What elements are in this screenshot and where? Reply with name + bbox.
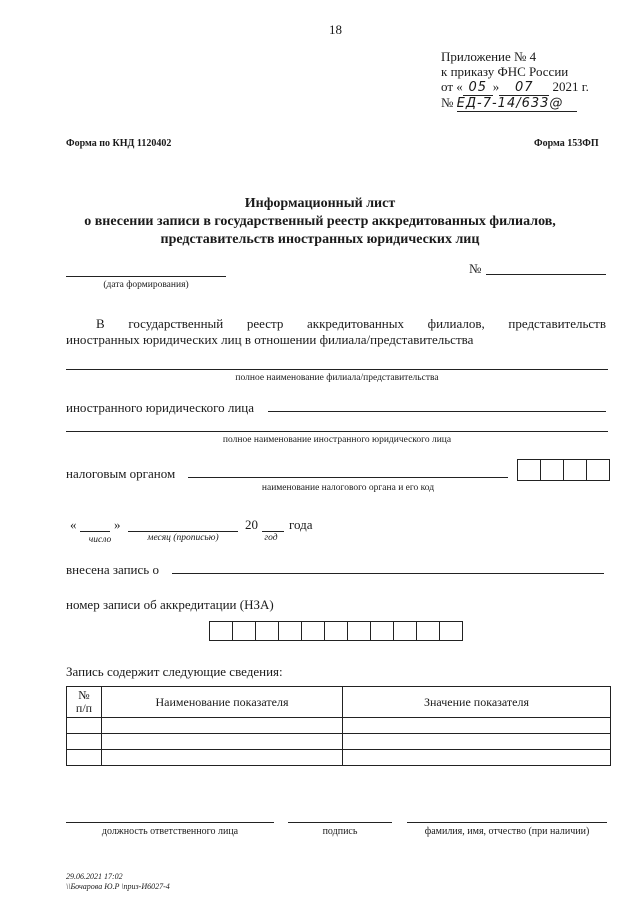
table-row[interactable] (67, 734, 611, 750)
branch-name-caption: полное наименование филиала/представительства (235, 373, 439, 383)
signature-line[interactable] (288, 822, 392, 823)
entry-made-line[interactable] (172, 573, 604, 574)
date-formed-caption: (дата формирования) (103, 280, 189, 290)
indicators-table (66, 686, 611, 766)
full-name-caption: фамилия, имя, отчество (при наличии) (424, 826, 590, 837)
table-header-row (67, 687, 611, 718)
foreign-name-caption: полное наименование иностранного юридического лица (222, 435, 452, 445)
appendix-day: 05 (463, 80, 493, 96)
foreign-name-line[interactable] (66, 431, 608, 432)
date-year-caption: год (264, 533, 278, 543)
document-number-line[interactable] (486, 274, 606, 275)
document-title: Информационный лист о внесении записи в государственный реестр аккредитованных филиалов, представительств иностранных юридических лиц (84, 196, 556, 247)
date-year-word: года (289, 517, 313, 532)
footer-file: \\Бочарова Ю.Р \приз-И6027-4 (66, 882, 170, 891)
date-month-caption: месяц (прописью) (147, 533, 219, 543)
date-formed-line[interactable] (66, 276, 226, 277)
date-year-line[interactable] (262, 531, 284, 532)
date-year-prefix: 20 (245, 517, 258, 532)
intro-line2: иностранных юридических лиц в отношении филиала/представительства (66, 332, 474, 347)
form-code: Форма 153ФП (534, 138, 599, 149)
entry-made-label: внесена запись о (66, 562, 159, 577)
appendix-title: Приложение № 4 (441, 49, 537, 64)
record-contains-label: Запись содержит следующие сведения: (66, 664, 283, 679)
col-number-header: № п/п (67, 687, 102, 718)
date-open-quote: « (70, 517, 77, 532)
appendix-month: 07 (499, 80, 549, 96)
foreign-entity-line[interactable] (268, 411, 606, 412)
intro-line1: В государственный реестр аккредитованных филиалов, представительств (96, 316, 606, 331)
form-knd: Форма по КНД 1120402 (66, 138, 172, 149)
footer-timestamp: 29.06.2021 17:02 (66, 872, 123, 881)
table-row[interactable] (67, 750, 611, 766)
date-day-line[interactable] (80, 531, 110, 532)
position-line[interactable] (66, 822, 274, 823)
position-caption: должность ответственного лица (101, 826, 239, 837)
tax-code-cells[interactable] (517, 459, 610, 481)
col-indicator-header: Наименование показателя (102, 687, 343, 718)
date-close-quote: » (114, 517, 121, 532)
tax-authority-caption: наименование налогового органа и его код (261, 483, 435, 493)
number-sign: № (469, 261, 482, 276)
foreign-entity-label: иностранного юридического лица (66, 400, 255, 415)
signature-caption: подпись (322, 826, 358, 837)
full-name-line[interactable] (407, 822, 607, 823)
appendix-number: № ЕД-7-14/633@ (441, 95, 577, 112)
page-number: 18 (329, 22, 342, 37)
branch-name-line[interactable] (66, 369, 608, 370)
date-day-caption: число (88, 535, 112, 545)
tax-authority-line[interactable] (188, 477, 508, 478)
appendix-number-value: ЕД-7-14/633@ (457, 96, 577, 112)
date-month-line[interactable] (128, 531, 238, 532)
appendix-date: от « 05 » 07 2021 г. (441, 79, 589, 95)
accreditation-label: номер записи об аккредитации (НЗА) (66, 597, 274, 612)
col-value-header: Значение показателя (343, 687, 611, 718)
tax-authority-label: налоговым органом (66, 466, 176, 481)
table-row[interactable] (67, 718, 611, 734)
accreditation-number-cells[interactable] (209, 621, 463, 641)
appendix-order: к приказу ФНС России (441, 64, 569, 79)
